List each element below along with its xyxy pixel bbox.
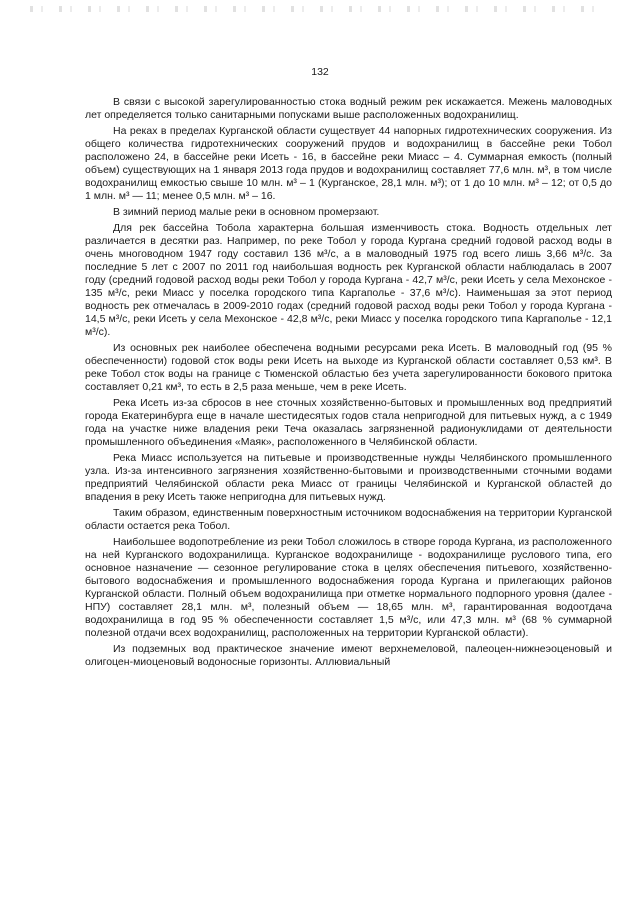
paragraph: Из основных рек наиболее обеспечена водными ресурсами река Исеть. В маловодный год (95 % обеспеченности) годовой сток воды реки Исеть на выходе из Курганской области составляет 0,53 км³. В реке Тобол сток воды на границе с Тюменской областью без учета зарегулированности бокового притока составляет 0,21 км³, то есть в 2,5 раза меньше, чем в реке Исеть. <box>85 342 612 393</box>
paragraph: Из подземных вод практическое значение имеют верхнемеловой, палеоцен-нижнеэоценовый и олигоцен-миоценовый водоносные горизонты. Аллювиальный <box>85 643 612 668</box>
page-number: 132 <box>311 66 329 78</box>
paragraph: На реках в пределах Курганской области существует 44 напорных гидротехнических сооружения. Из общего количества гидротехнических сооружений прудов и водохранилищ в бассейне реки Тобол расположено 24, в бассейне реки Исеть - 16, в бассейне реки Миасс – 4. Суммарная емкость (полный объем) существующих на 1 января 2013 года прудов и водохранилищ составляет 77,6 млн. м³, в том числе водохранилищ емкостью свыше 10 млн. м³ – 1 (Курганское, 28,1 млн. м³); от 1 до 10 млн. м³ – 12; от 0,5 до 1 млн. м³ — 11; менее 0,5 млн. м³ – 16. <box>85 125 612 202</box>
paragraph: Таким образом, единственным поверхностным источником водоснабжения на территории Курганской области остается река Тобол. <box>85 507 612 532</box>
paragraph: В связи с высокой зарегулированностью стока водный режим рек искажается. Межень маловодных лет определяется только санитарными попусками выше расположенных водохранилищ. <box>85 96 612 121</box>
paragraph: В зимний период малые реки в основном промерзают. <box>113 206 380 218</box>
paragraph: Река Миасс используется на питьевые и производственные нужды Челябинского промышленного узла. Из-за интенсивного загрязнения хозяйственно-бытовыми и производственными сточными водами предприятий Челябинской области река Миасс от границы Челябинской и Курганской областей до впадения в реку Исеть также непригодна для питьевых нужд. <box>85 452 612 503</box>
paragraph: Река Исеть из-за сбросов в нее сточных хозяйственно-бытовых и промышленных вод предприятий города Екатеринбурга еще в начале шестидесятых годов стала непригодной для питьевых нужд, а с 1949 года на участке ниже владения реки Теча оказалась загрязненной радионуклидами от деятельности промышленного объединения «Маяк», расположенного в Челябинской области. <box>85 397 612 448</box>
document-body <box>85 96 612 672</box>
scan-artifact <box>30 6 610 12</box>
paragraph: Для рек бассейна Тобола характерна большая изменчивость стока. Водность отдельных лет различается в десятки раз. Например, по реке Тобол у города Кургана средний годовой расход воды в очень многоводном 1947 году составил 136 м³/с, а в маловодный 1975 год всего лишь 3,66 м³/с. За последние 5 лет с 2007 по 2011 год наибольшая водность рек Курганской области наблюдалась в 2007 году (средний годовой расход воды реки Тобол у города Кургана - 42,7 м³/с, реки Исеть у села Мехонское - 135 м³/с, реки Миасс у поселка городского типа Каргаполье - 37,6 м³/с). Наименьшая за этот период водность рек отмечалась в 2009-2010 годах (средний годовой расход воды реки Тобол у города Кургана - 14,5 м³/с, реки Исеть у села Мехонское - 42,8 м³/с, реки Миасс у поселка городского типа Каргаполье - 12,1 м³/с). <box>85 222 612 338</box>
paragraph: Наибольшее водопотребление из реки Тобол сложилось в створе города Кургана, из расположенного на ней Курганского водохранилища. Курганское водохранилище - водохранилище руслового типа, его основное назначение — сезонное регулирование стока в целях обеспечения питьевого, хозяйственно-бытового водоснабжения и промышленного водоснабжения города Кургана и прилегающих районов Курганской области. Полный объем водохранилища при отметке нормального подпорного уровня (далее - НПУ) составляет 28,1 млн. м³, полезный объем — 18,65 млн. м³, гарантированная водоотдача водохранилища в год 95 % обеспеченности составляет 1,5 м³/с, или 47,3 млн. м³ (68 % суммарной полезной отдачи всех водохранилищ, расположенных на территории Курганской области). <box>85 536 612 639</box>
